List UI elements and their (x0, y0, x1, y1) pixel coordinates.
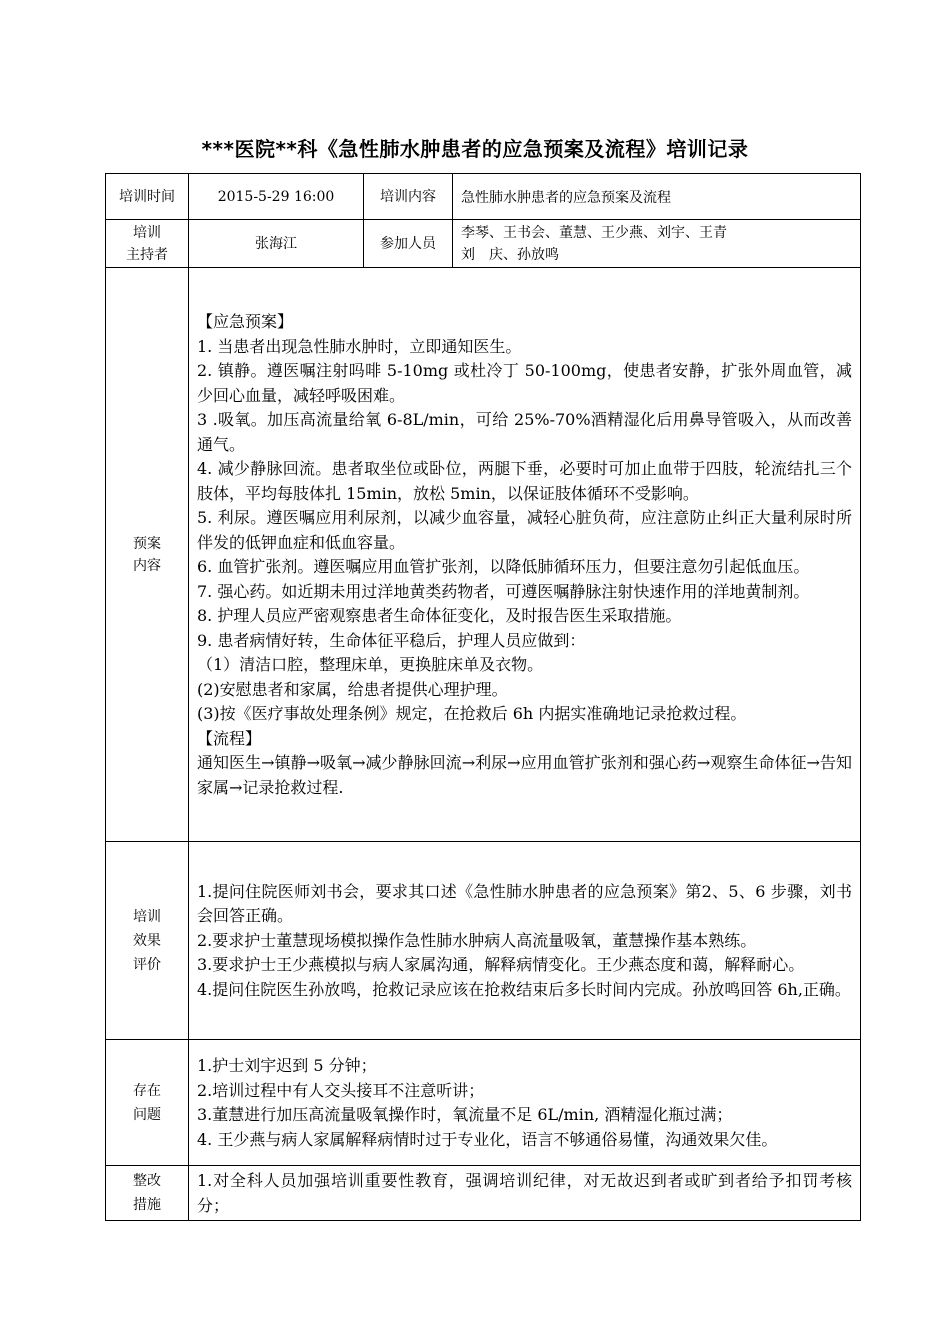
plan-line: 6. 血管扩张剂。遵医嘱应用血管扩张剂，以降低肺循环压力，但要注意勿引起低血压。 (197, 557, 810, 576)
issues-label (106, 1040, 189, 1166)
evaluation-line: 2.要求护士董慧现场模拟操作急性肺水肿病人高流量吸氧，董慧操作基本熟练。 (197, 930, 757, 950)
issues-line: 3.董慧进行加压高流量吸氧操作时，氧流量不足 6L/min, 酒精湿化瓶过满； (197, 1105, 733, 1124)
training-time-label: 培训时间 (106, 174, 189, 220)
evaluation-label (106, 842, 189, 1040)
measures-label (106, 1166, 189, 1221)
training-content-label: 培训内容 (364, 174, 453, 220)
host-label-line1: 培训 (133, 224, 161, 241)
evaluation-line: 4.提问住院医生孙放鸣，抢救记录应该在抢救结束后多长时间内完成。孙放鸣回答 6h,正确。 (197, 979, 851, 999)
measures-line: 1.对全科人员加强培训重要性教育，强调培训纪律，对无故迟到者或旷到者给予扣罚考核分； (197, 1171, 852, 1215)
plan-line: 5. 利尿。遵医嘱应用利尿剂，以减少血容量，减轻心脏负荷，应注意防止纠正大量利尿时所伴发的低钾血症和低血容量。 (197, 508, 852, 552)
plan-line: 7. 强心药。如近期未用过洋地黄类药物者，可遵医嘱静脉注射快速作用的洋地黄制剂。 (197, 581, 810, 601)
plan-label-line2: 内容 (133, 557, 161, 574)
plan-line: 9. 患者病情好转，生命体征平稳后，护理人员应做到： (197, 630, 586, 650)
plan-line: 【流程】 (197, 728, 262, 748)
row-host-participants (106, 220, 861, 268)
row-plan (106, 268, 861, 842)
issues-line: 1.护士刘宇迟到 5 分钟； (197, 1056, 377, 1075)
evaluation-content (189, 842, 861, 1040)
plan-line: 2. 镇静。遵医嘱注射吗啡 5-10mg 或杜冷丁 50-100mg，使患者安静，扩张外周血管，减少回心血量，减轻呼吸困难。 (197, 361, 852, 405)
participants-line1: 李琴、王书会、董慧、王少燕、刘宇、王青 (461, 224, 727, 241)
measures-content (189, 1166, 861, 1221)
plan-line: 3 .吸氧。加压高流量给氧 6-8L/min，可给 25%-70%酒精湿化后用鼻导管吸入，从而改善通气。 (197, 410, 852, 454)
plan-line: 【应急预案】 (197, 312, 294, 331)
participants-value (453, 220, 861, 268)
measures-label-line2: 措施 (133, 1197, 161, 1213)
participants-label: 参加人员 (364, 220, 453, 268)
plan-label-line1: 预案 (133, 535, 161, 552)
plan-line: (2)安慰患者和家属，给患者提供心理护理。 (197, 679, 508, 699)
participants-line2: 刘 庆、孙放鸣 (461, 246, 559, 263)
plan-content (189, 268, 861, 842)
issues-label-line1: 存在 (133, 1082, 161, 1099)
plan-line: （1）清洁口腔，整理床单，更换脏床单及衣物。 (197, 655, 544, 674)
host-value: 张海江 (189, 220, 364, 268)
plan-line: 4. 减少静脉回流。患者取坐位或卧位，两腿下垂，必要时可加止血带于四肢，轮流结扎三个肢体，平均每肢体扎 15min，放松 5min，以保证肢体循环不受影响。 (197, 459, 852, 503)
issues-content (189, 1040, 861, 1166)
plan-line: 1. 当患者出现急性肺水肿时，立即通知医生。 (197, 336, 522, 356)
row-measures (106, 1166, 861, 1221)
host-label-line2: 主持者 (126, 246, 168, 263)
evaluation-line: 3.要求护士王少燕模拟与病人家属沟通，解释病情变化。王少燕态度和蔼，解释耐心。 (197, 955, 805, 975)
row-issues (106, 1040, 861, 1166)
issues-line: 4. 王少燕与病人家属解释病情时过于专业化，语言不够通俗易懂，沟通效果欠佳。 (197, 1129, 778, 1149)
row-time-content (106, 174, 861, 220)
evaluation-line: 1.提问住院医师刘书会，要求其口述《急性肺水肿患者的应急预案》第2、5、6 步骤，刘书会回答正确。 (197, 881, 852, 926)
training-time-value: 2015-5-29 16:00 (189, 174, 364, 220)
plan-label (106, 268, 189, 842)
plan-line: 通知医生→镇静→吸氧→减少静脉回流→利尿→应用血管扩张剂和强心药→观察生命体征→告知家属→记录抢救过程. (197, 753, 852, 797)
measures-label-line1: 整改 (133, 1173, 161, 1189)
evaluation-label-line3: 评价 (133, 956, 161, 973)
issues-line: 2.培训过程中有人交头接耳不注意听讲； (197, 1080, 485, 1100)
training-content-value: 急性肺水肿患者的应急预案及流程 (453, 174, 861, 220)
plan-line: 8. 护理人员应严密观察患者生命体征变化，及时报告医生采取措施。 (197, 606, 682, 625)
evaluation-label-line2: 效果 (133, 932, 161, 949)
training-record-table (105, 173, 861, 1221)
host-label (106, 220, 189, 268)
plan-line: (3)按《医疗事故处理条例》规定，在抢救后 6h 内据实准确地记录抢救过程。 (197, 704, 747, 723)
evaluation-label-line1: 培训 (133, 908, 161, 925)
issues-label-line2: 问题 (133, 1106, 161, 1123)
document-title: ***医院**科《急性肺水肿患者的应急预案及流程》培训记录 (201, 137, 749, 161)
row-evaluation (106, 842, 861, 1040)
